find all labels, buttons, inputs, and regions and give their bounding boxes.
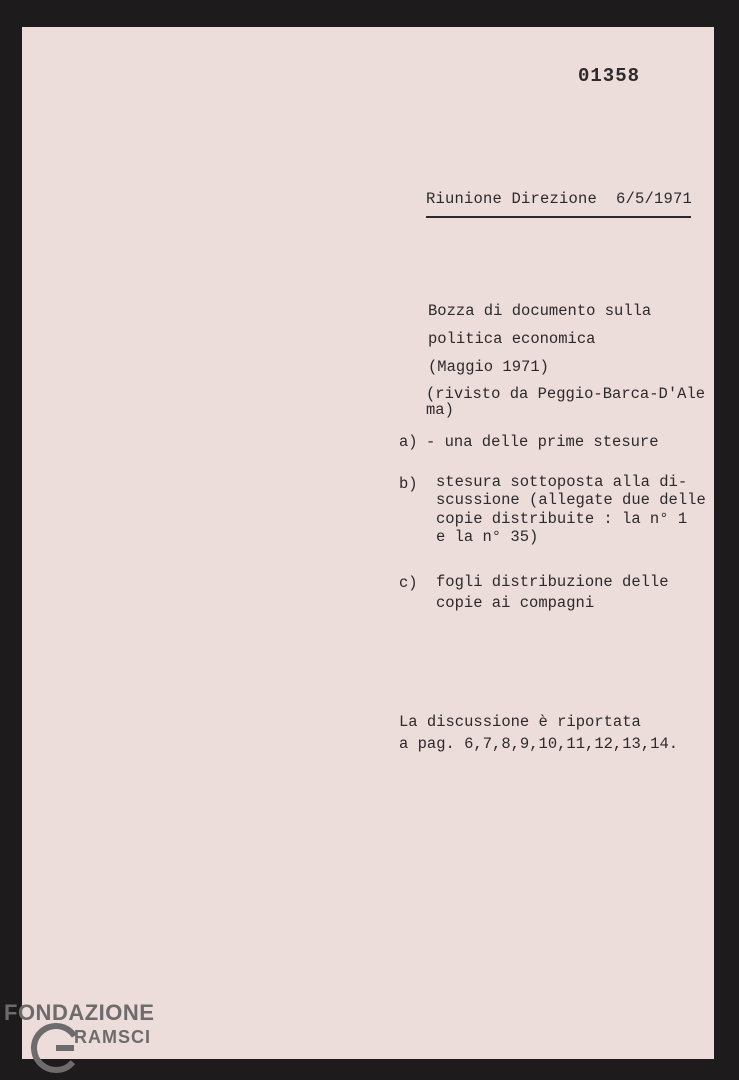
item-b-line: scussione (allegate due delle <box>436 491 706 509</box>
foundation-watermark <box>4 1000 155 1047</box>
item-b-line: copie distribuite : la n° 1 <box>436 510 688 528</box>
meeting-heading: Riunione Direzione 6/5/1971 <box>426 190 693 208</box>
heading-underline <box>426 216 691 218</box>
footer-line: La discussione è riportata <box>399 713 641 731</box>
item-c-line: copie ai compagni <box>436 594 595 612</box>
archive-number: 01358 <box>578 65 641 87</box>
intro-line: politica economica <box>428 330 596 348</box>
watermark-line2: RAMSCI <box>74 1027 151 1047</box>
item-c-line: fogli distribuzione delle <box>436 573 669 591</box>
item-b-line: stesura sottoposta alla di- <box>436 473 688 491</box>
watermark-line1: FONDAZIONE <box>4 1000 155 1025</box>
footer-line: a pag. 6,7,8,9,10,11,12,13,14. <box>399 735 679 753</box>
intro-line: ma) <box>426 401 454 419</box>
item-label-b: b) <box>399 475 418 493</box>
item-label-a: a) <box>399 433 418 451</box>
item-a-line: - una delle prime stesure <box>426 433 659 451</box>
item-b-line: e la n° 35) <box>436 528 539 546</box>
intro-line: (Maggio 1971) <box>428 358 549 376</box>
intro-line: Bozza di documento sulla <box>428 302 652 320</box>
item-label-c: c) <box>399 574 418 592</box>
document-page <box>22 27 714 1059</box>
intro-line: (rivisto da Peggio-Barca-D'Ale <box>426 385 706 403</box>
